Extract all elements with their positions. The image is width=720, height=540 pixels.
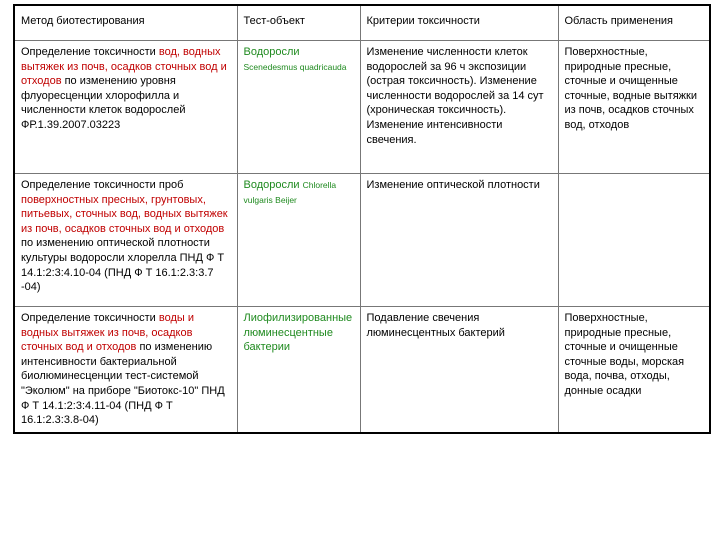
criteria-cell: Изменение численности клеток водорослей за 96 ч экспозиции (острая токсичность). Изменение численности водорослей за 14 сут (хроническая токсичность). Изменение интенсивности свечения. xyxy=(360,41,558,174)
scope-cell xyxy=(558,174,710,307)
table-header-row xyxy=(14,5,710,41)
method-highlight: вод, водных вытяжек из почв, осадков сточных вод и отходов xyxy=(21,46,227,88)
method-text-rest: по изменению уровня флуоресценции хлорофилла и численности клеток водорослей ФР.1.39.2007.03223 xyxy=(21,75,186,131)
criteria-cell: Подавление свечения люминесцентных бактерий xyxy=(360,307,558,433)
test-object-main: Водоросли xyxy=(243,46,300,58)
header-scope: Область применения xyxy=(558,5,710,41)
biotesting-methods-table xyxy=(13,4,711,434)
method-cell xyxy=(14,174,237,307)
method-text: Определение токсичности xyxy=(21,312,159,324)
method-cell xyxy=(14,41,237,174)
method-highlight: поверхностных пресных, грунтовых, питьевых, сточных вод, водных вытяжек из почв, осадков сточных вод и отходов xyxy=(21,193,228,235)
scope-cell: Поверхностные, природные пресные, сточные и очищенные сточные, водные вытяжки из почв, осадков сточных вод, отходов xyxy=(558,41,710,174)
test-object-species: Scenedesmus quadricauda xyxy=(243,61,347,72)
header-method: Метод биотестирования xyxy=(14,5,237,41)
table-row xyxy=(14,174,710,307)
scope-cell: Поверхностные, природные пресные, сточные и очищенные сточные воды, морская вода, почва, отходы, донные осадки xyxy=(558,307,710,433)
test-object-cell xyxy=(237,41,360,174)
method-text-rest: по изменению интенсивности бактериальной биолюминесценции тест-системой "Эколюм" на приборе "Биотокс-10" ПНД Ф Т 14.1:2:3:4.11-04 (ПНД Ф Т 16.1:2.3:3.8-04) xyxy=(21,341,225,427)
method-text: Определение токсичности проб xyxy=(21,179,184,191)
test-object-cell xyxy=(237,174,360,307)
test-object-cell xyxy=(237,307,360,433)
method-cell xyxy=(14,307,237,433)
test-object-main: Водоросли xyxy=(243,179,303,191)
method-text-rest: по изменению оптической плотности культуры водоросли хлорелла ПНД Ф Т 14.1:2:3:4.10-04 (ПНД Ф Т 16.1:2.3:3.7 -04) xyxy=(21,237,225,294)
test-object-main: Лиофилизированные люминесцентные бактерии xyxy=(243,312,353,354)
method-text: Определение токсичности xyxy=(21,46,159,58)
table-row xyxy=(14,41,710,174)
header-criteria: Критерии токсичности xyxy=(360,5,558,41)
table-row xyxy=(14,307,710,433)
criteria-cell: Изменение оптической плотности xyxy=(360,174,558,307)
test-object-species: Chlorella vulgaris Beijer xyxy=(243,180,337,205)
method-highlight: воды и водных вытяжек из почв, осадков сточных вод и отходов xyxy=(21,312,195,354)
header-test-object: Тест-объект xyxy=(237,5,360,41)
